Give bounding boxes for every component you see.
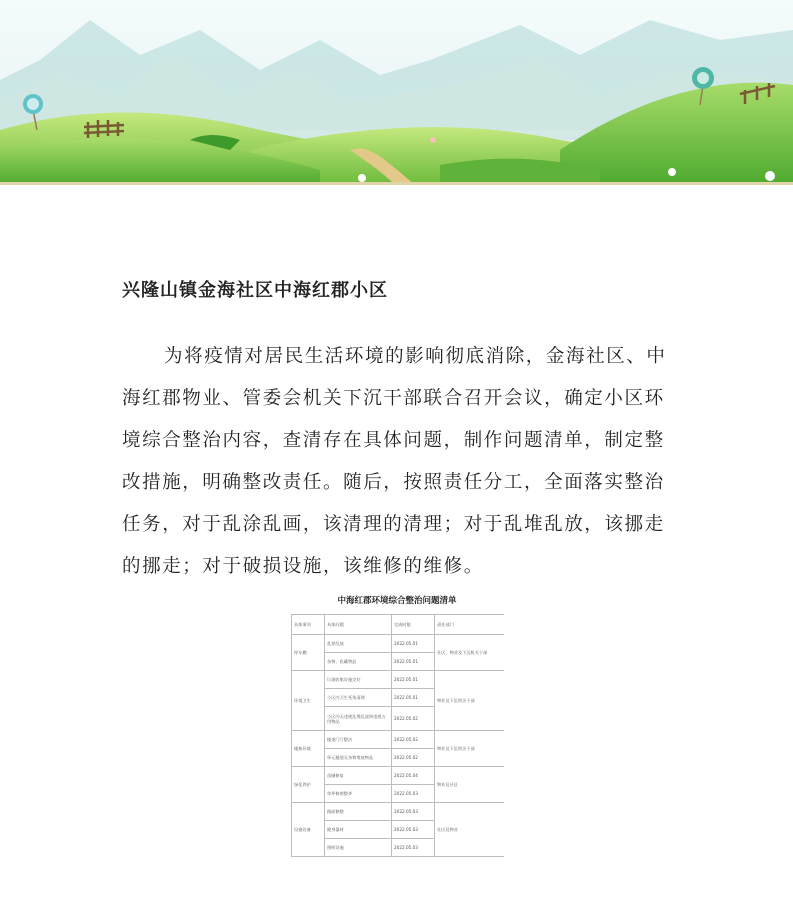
problem-cell: 楼道门厅整洁 bbox=[325, 731, 392, 749]
dept-cell: 社区、物业及下沉机关干部 bbox=[435, 635, 505, 671]
table-row bbox=[292, 767, 505, 785]
table-row bbox=[292, 635, 505, 653]
problem-cell: 杂物、私藏物品 bbox=[325, 653, 392, 671]
article-title: 兴隆山镇金海社区中海红郡小区 bbox=[122, 280, 388, 301]
dept-cell: 物业及下沉机关干部 bbox=[435, 731, 505, 767]
problem-cell: 草坪修剪整齐 bbox=[325, 785, 392, 803]
date-cell: 2022.05.01 bbox=[392, 653, 435, 671]
issue-list-title: 中海红郡环境综合整治问题清单 bbox=[337, 596, 457, 606]
category-cell: 环境卫生 bbox=[292, 671, 325, 731]
date-cell: 2022.05.03 bbox=[392, 803, 435, 821]
date-cell: 2022.05.01 bbox=[392, 635, 435, 653]
header-banner bbox=[0, 0, 793, 190]
table-header-row bbox=[292, 615, 505, 635]
date-cell: 2022.05.02 bbox=[392, 749, 435, 767]
date-cell: 2022.05.03 bbox=[392, 821, 435, 839]
issue-table bbox=[291, 614, 504, 857]
issue-list-image bbox=[290, 590, 504, 870]
header-cell: 具体事项 bbox=[292, 615, 325, 635]
problem-cell: 单元楼道无杂物堆放物品 bbox=[325, 749, 392, 767]
category-cell: 设施设备 bbox=[292, 803, 325, 857]
landscape-illustration bbox=[0, 0, 793, 190]
date-cell: 2022.05.01 bbox=[392, 689, 435, 707]
category-cell: 绿化养护 bbox=[292, 767, 325, 803]
header-cell: 具体问题 bbox=[325, 615, 392, 635]
problem-cell: 小区内无违规乱堆乱放和违规占用物品 bbox=[325, 707, 392, 731]
header-cell: 完成时限 bbox=[392, 615, 435, 635]
problem-cell: 照明设施 bbox=[325, 839, 392, 857]
problem-cell: 健身器材 bbox=[325, 821, 392, 839]
table-row bbox=[292, 671, 505, 689]
date-cell: 2022.05.02 bbox=[392, 707, 435, 731]
dept-cell: 物业及下沉机关干部 bbox=[435, 671, 505, 731]
dept-cell: 社区及物业 bbox=[435, 803, 505, 857]
article-paragraph: 为将疫情对居民生活环境的影响彻底消除，金海社区、中海红郡物业、管委会机关下沉干部联合召开会议，确定小区环境综合整治内容，查清存在具体问题，制作问题清单，制定整改措施，明确整改责任。随后，按照责任分工，全面落实整治任务，对于乱涂乱画，该清理的清理；对于乱堆乱放，该挪走的挪走；对于破损设施，该维修的维修。 bbox=[122, 346, 667, 577]
date-cell: 2022.05.02 bbox=[392, 731, 435, 749]
category-cell: 楼栋环境 bbox=[292, 731, 325, 767]
date-cell: 2022.05.01 bbox=[392, 671, 435, 689]
problem-cell: 乱停乱放 bbox=[325, 635, 392, 653]
date-cell: 2022.05.03 bbox=[392, 839, 435, 857]
dept-cell: 物业及社区 bbox=[435, 767, 505, 803]
date-cell: 2022.05.03 bbox=[392, 785, 435, 803]
table-row bbox=[292, 731, 505, 749]
problem-cell: 苗圃修复 bbox=[325, 767, 392, 785]
table-row bbox=[292, 803, 505, 821]
problem-cell: 路面修整 bbox=[325, 803, 392, 821]
problem-cell: 小区内卫生死角清理 bbox=[325, 689, 392, 707]
date-cell: 2022.05.04 bbox=[392, 767, 435, 785]
header-cell: 责任部门 bbox=[435, 615, 505, 635]
category-cell: 停车棚 bbox=[292, 635, 325, 671]
problem-cell: 垃圾收集设施完好 bbox=[325, 671, 392, 689]
